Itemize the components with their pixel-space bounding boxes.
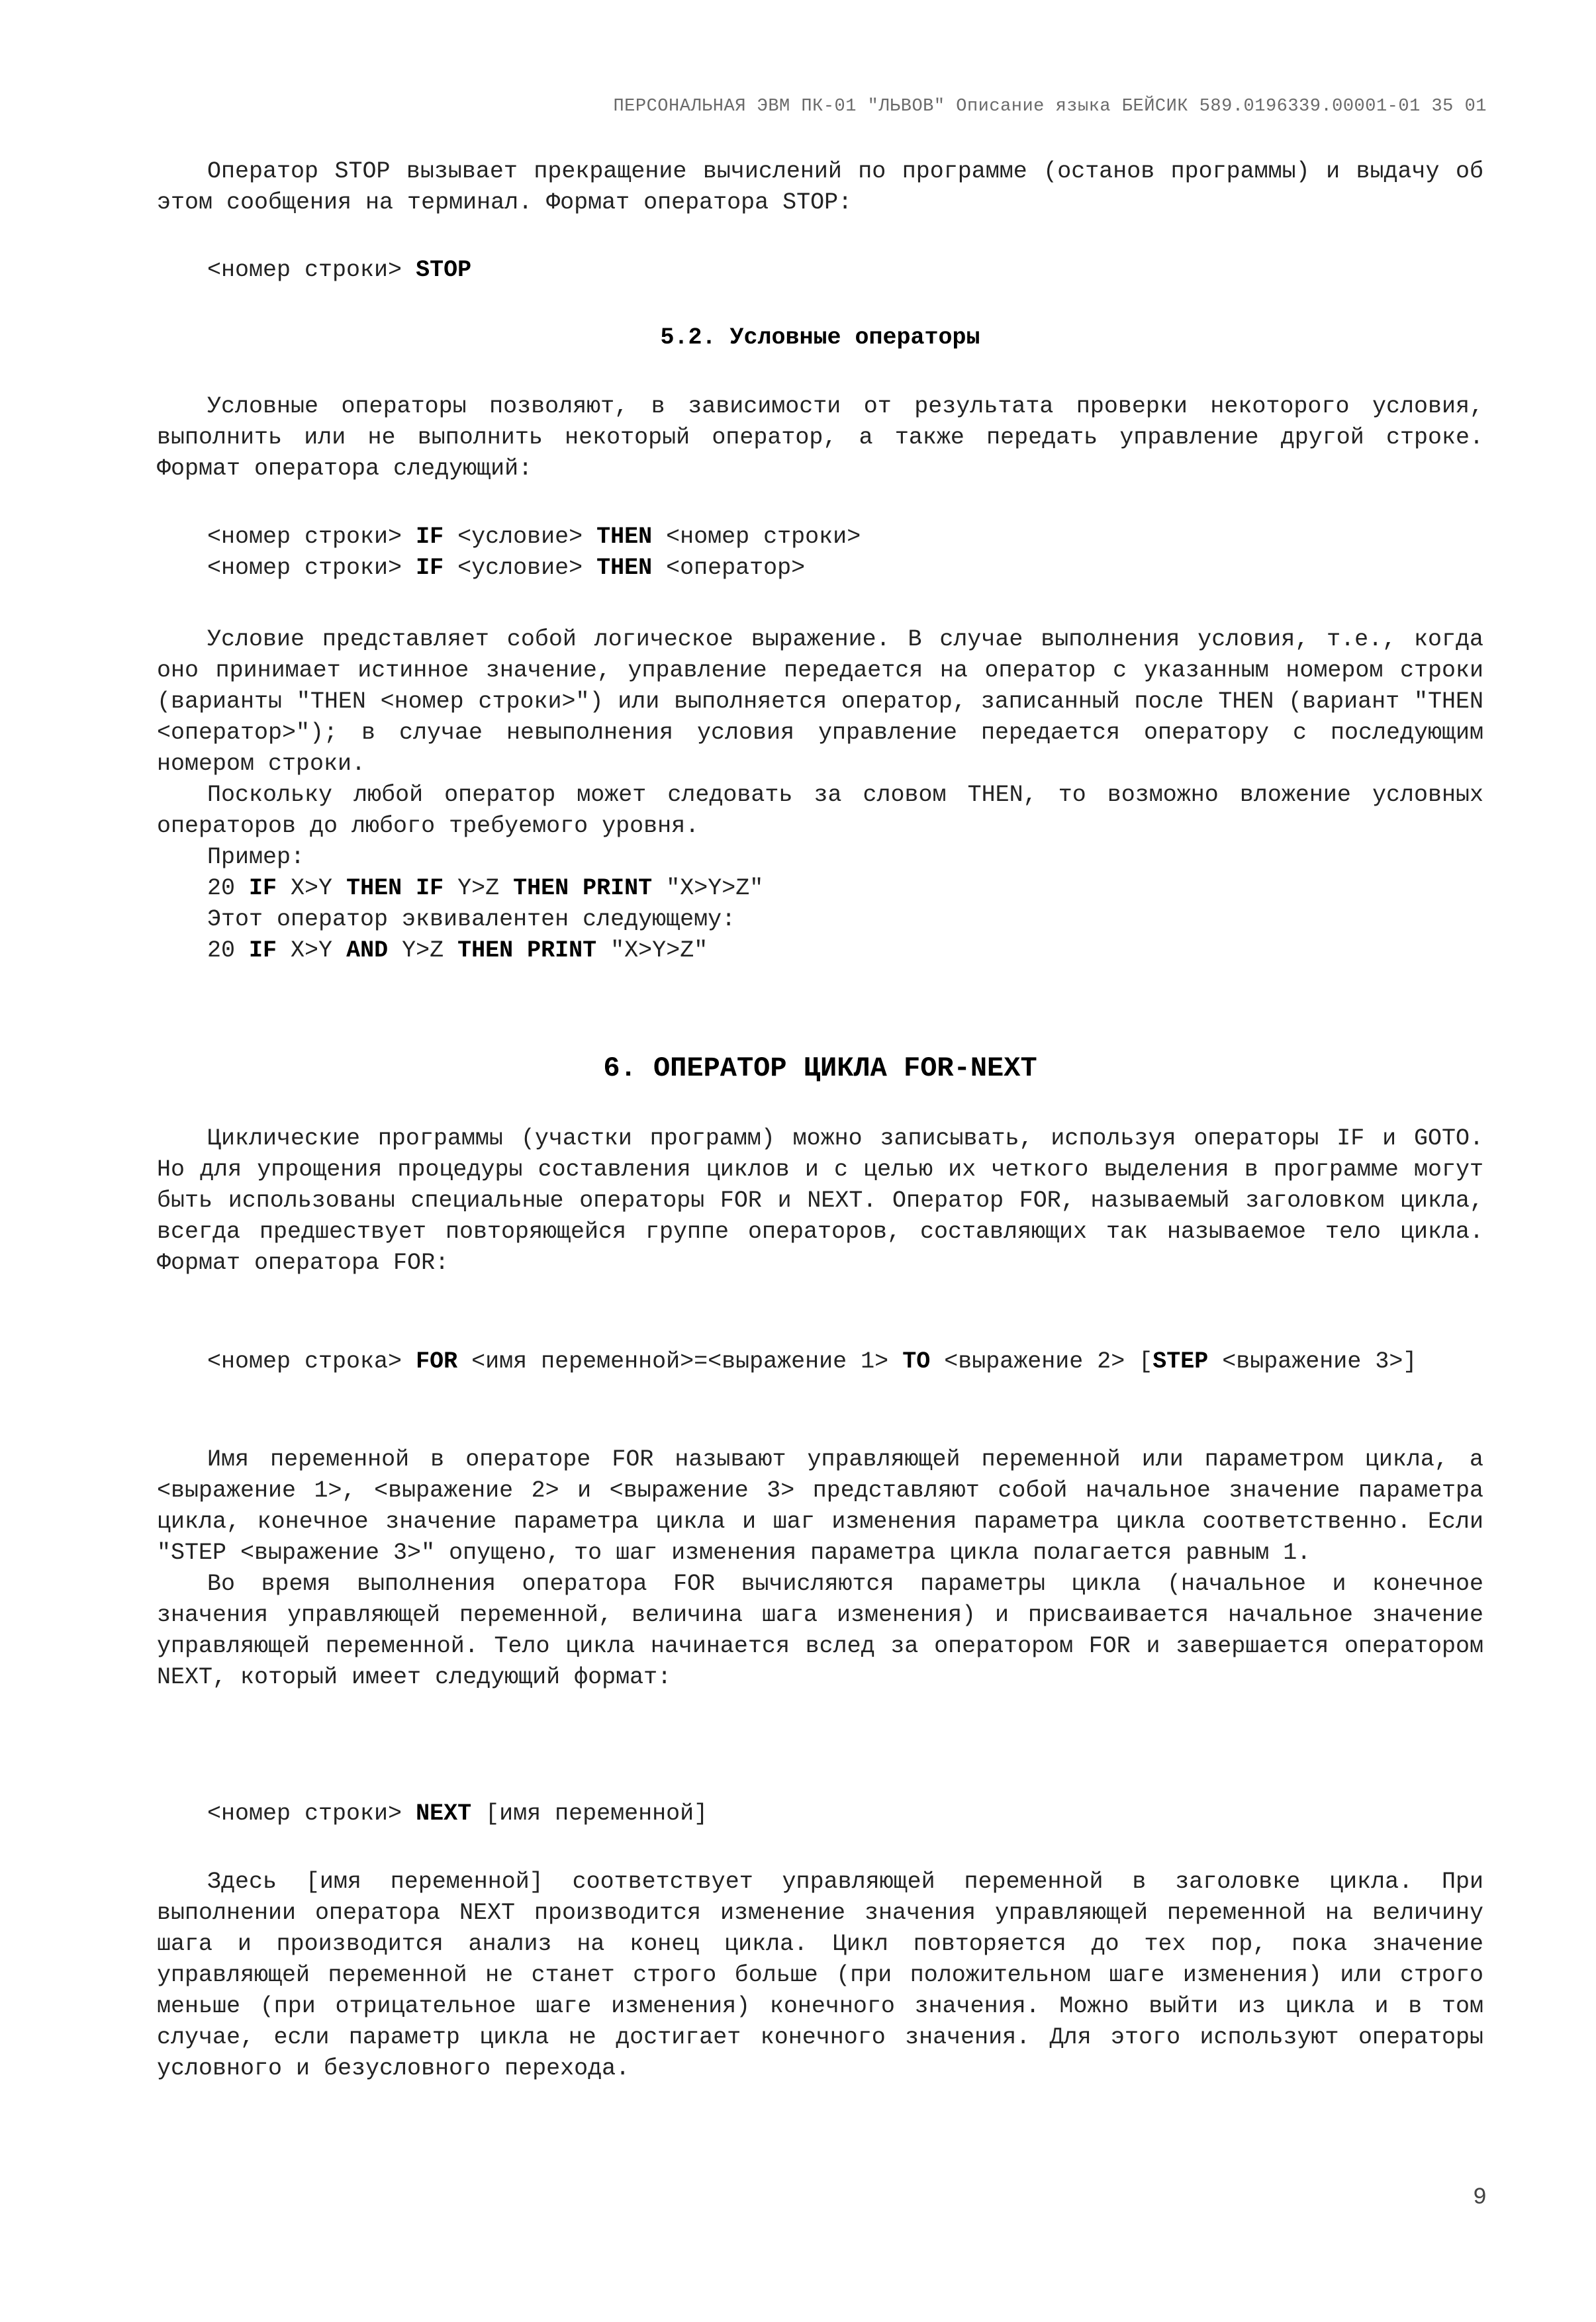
fmt1-a: <номер строки> xyxy=(207,524,416,550)
page-header: ПЕРСОНАЛЬНАЯ ЭВМ ПК-01 "ЛЬВОВ" Описание языка БЕЙСИК 589.0196339.00001-01 35 01 xyxy=(613,97,1487,116)
section-6-para2-block xyxy=(157,1444,1483,1693)
section-6-para1: Циклические программы (участки программ) можно записывать, используя операторы IF и GOTO. Но для упрощения процедуры составления циклов и с целью их четкого выделения в программе могут быть использованы специальные операторы FOR и NEXT. Оператор FOR, называемый заголовком цикла, всегда предшествует повторяющейся группе операторов, составляющих так называемое тело цикла. Формат оператора FOR: xyxy=(157,1125,1483,1276)
section-6-para4: Здесь [имя переменной] соответствует управляющей переменной в заголовке цикла. При выполнении оператора NEXT производится изменение значения управляющей переменной на величину шага и производится анализ на конец цикла. Цикл повторяется до тех пор, пока значение управляющей переменной не станет строго больше (при положительном шаге изменения) или строго меньше (при отрицательное шаге изменения) конечного значения. Можно выйти из цикла и в том случае, если параметр цикла не достигает конечного значения. Для этого используют операторы условного и безусловного перехода. xyxy=(157,1869,1483,2082)
section-6-para2: Имя переменной в операторе FOR называют управляющей переменной или параметром цикла, а <выражение 1>, <выражение 2> и <выражение 3> представляют собой начальное значение параметра цикла, конечное значение параметра цикла и шаг изменения параметра цикла соответственно. Если "STEP <выражение 3>" опущено, то шаг изменения параметра цикла полагается равным 1. xyxy=(157,1446,1483,1566)
step-keyword: STEP xyxy=(1152,1348,1209,1375)
ex1-b: Y>Z xyxy=(444,875,514,902)
equivalent-label: Этот оператор эквивалентен следующему: xyxy=(207,906,736,933)
ex1-print: PRINT xyxy=(583,875,653,902)
stop-format-line xyxy=(157,255,1483,286)
section-5-2-para1-block xyxy=(157,391,1483,485)
section-6-para4-block xyxy=(157,1867,1483,2084)
stop-paragraph: Оператор STOP вызывает прекращение вычислений по программе (останов программы) и выдачу об этом сообщения на терминал. Формат оператора STOP: xyxy=(157,158,1483,216)
stop-paragraph-block xyxy=(157,156,1483,218)
ex2-b: Y>Z xyxy=(388,937,458,964)
next-keyword: NEXT xyxy=(416,1800,472,1827)
stop-format-block xyxy=(157,255,1483,286)
section-5-2-para3: Поскольку любой оператор может следовать за словом THEN, то возможно вложение условных операторов до любого требуемого уровня. xyxy=(157,782,1483,839)
ex2-and: AND xyxy=(346,937,389,964)
ex1-if1: IF xyxy=(249,875,277,902)
fmt2-then: THEN xyxy=(596,555,653,581)
ex1-if2: IF xyxy=(416,875,444,902)
ex2-sp xyxy=(513,937,527,964)
section-6-para1-block xyxy=(157,1123,1483,1279)
ex2-print: PRINT xyxy=(527,937,597,964)
page-number: 9 xyxy=(1472,2184,1487,2211)
ex2-a: X>Y xyxy=(277,937,347,964)
for-format-line xyxy=(157,1346,1483,1377)
fmt1-then: THEN xyxy=(596,524,653,550)
fmt1-if: IF xyxy=(416,524,444,550)
example-line-2 xyxy=(157,935,1483,966)
section-5-2-para2-block xyxy=(157,624,1483,966)
fmt2-b: <условие> xyxy=(444,555,597,581)
if-format-line-1 xyxy=(157,522,1483,553)
for-format-block xyxy=(157,1346,1483,1377)
next-format-line xyxy=(157,1798,1483,1830)
fmt1-c: <номер строки> xyxy=(652,524,861,550)
ex1-c: "X>Y>Z" xyxy=(652,875,764,902)
if-format-line-2 xyxy=(157,553,1483,584)
section-5-2-title-block xyxy=(157,322,1483,353)
for-a: <номер строка> xyxy=(207,1348,416,1375)
next-b: [имя переменной] xyxy=(471,1800,708,1827)
section-6-para3: Во время выполнения оператора FOR вычисляются параметры цикла (начальное и конечное значения управляющей переменной, величина шага изменения) и присваивается начальное значение управляющей переменной. Тело цикла начинается вслед за оператором FOR и завершается оператором NEXT, который имеет следующий формат: xyxy=(157,1571,1483,1691)
next-format-block xyxy=(157,1798,1483,1830)
section-6-title-block xyxy=(157,1050,1483,1087)
if-format-block xyxy=(157,522,1483,584)
to-keyword: TO xyxy=(902,1348,931,1375)
example-line-1 xyxy=(157,873,1483,904)
stop-format-prefix: <номер строки> xyxy=(207,257,416,283)
for-d: <выражение 3>] xyxy=(1208,1348,1417,1375)
ex1-then2: THEN xyxy=(513,875,569,902)
fmt2-if: IF xyxy=(416,555,444,581)
ex1-sp2 xyxy=(569,875,583,902)
for-keyword: FOR xyxy=(416,1348,458,1375)
ex1-then1: THEN xyxy=(346,875,402,902)
section-5-2-para1: Условные операторы позволяют, в зависимости от результата проверки некоторого условия, выполнить или не выполнить некоторый оператор, а также передать управление другой строке. Формат оператора следующий: xyxy=(157,393,1483,482)
ex2-if: IF xyxy=(249,937,277,964)
fmt2-c: <оператор> xyxy=(652,555,806,581)
stop-keyword: STOP xyxy=(416,257,472,283)
fmt2-a: <номер строки> xyxy=(207,555,416,581)
example-label: Пример: xyxy=(207,844,305,870)
next-a: <номер строки> xyxy=(207,1800,416,1827)
ex2-n: 20 xyxy=(207,937,250,964)
ex1-n: 20 xyxy=(207,875,250,902)
section-5-2-title: 5.2. Условные операторы xyxy=(660,324,980,351)
for-b: <имя переменной>=<выражение 1> xyxy=(457,1348,903,1375)
section-6-title: 6. ОПЕРАТОР ЦИКЛА FOR-NEXT xyxy=(603,1052,1037,1084)
ex1-sp xyxy=(402,875,416,902)
section-5-2-para2: Условие представляет собой логическое выражение. В случае выполнения условия, т.е., когда оно принимает истинное значение, управление передается на оператор с указанным номером строки (варианты "THEN <номер строки>") или выполняется оператор, записанный после THEN (вариант "THEN <оператор>"); в случае невыполнения условия управление передается оператору с последующим номером строки. xyxy=(157,626,1483,777)
ex2-c: "X>Y>Z" xyxy=(596,937,708,964)
fmt1-b: <условие> xyxy=(444,524,597,550)
ex1-a: X>Y xyxy=(277,875,347,902)
for-c: <выражение 2> [ xyxy=(930,1348,1153,1375)
ex2-then: THEN xyxy=(457,937,514,964)
